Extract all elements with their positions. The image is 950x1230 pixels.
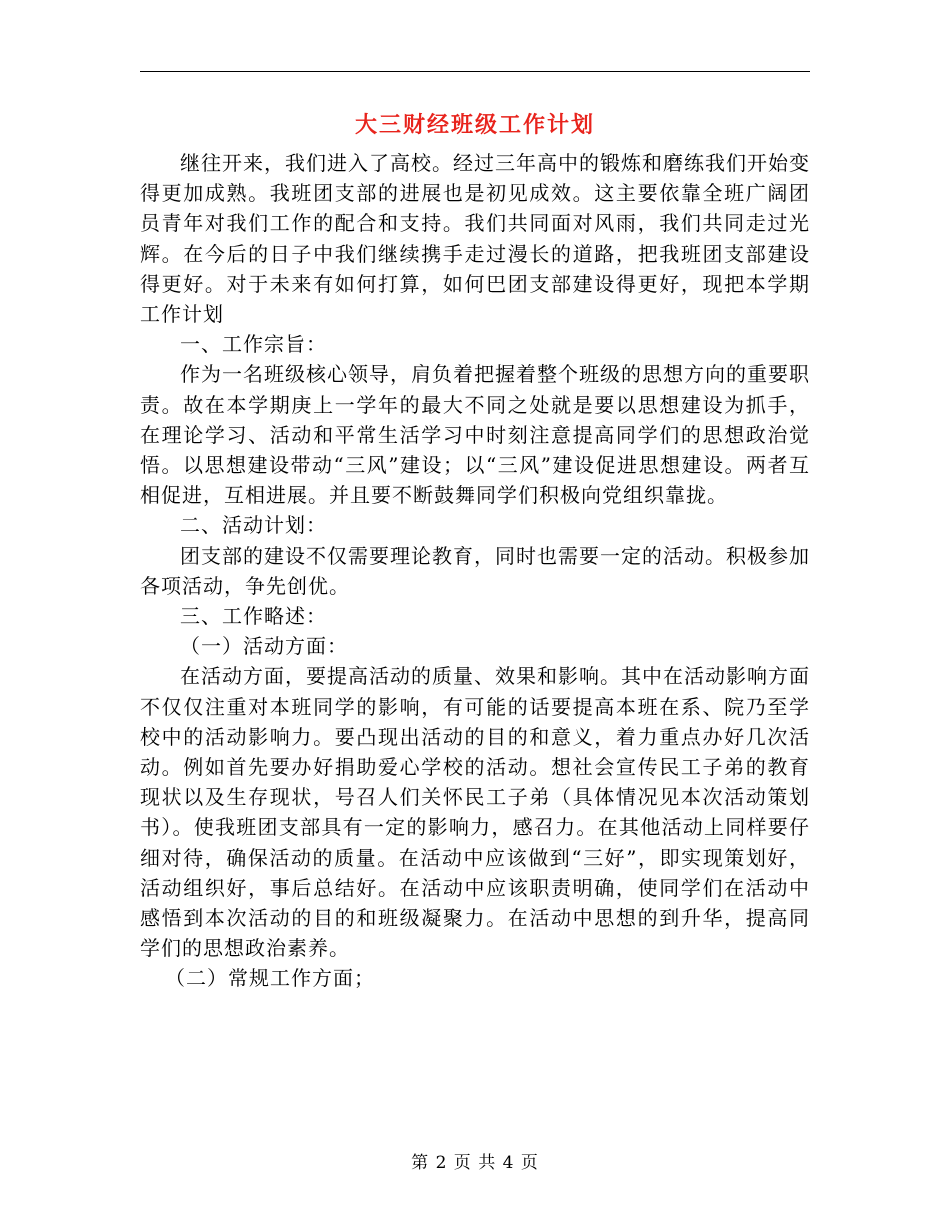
- footer-total-pages: 4: [502, 1153, 515, 1173]
- page-title: 大三财经班级工作计划: [354, 112, 595, 138]
- activities-paragraph: 在活动方面，要提高活动的质量、效果和影响。其中在活动影响方面不仅仅注重对本班同学的影响，有可能的话要提高本班在系、院乃至学校中的活动影响力。要凸现出活动的目的和意义，着力重点办好几次活动。例如首先要办好捐助爱心学校的活动。想社会宣传民工子弟的教育现状以及生存现状，号召人们关怀民工子弟（具体情况见本次活动策划书）。使我班团支部具有一定的影响力，感召力。在其他活动上同样要仔细对待，确保活动的质量。在活动中应该做到“三好”，即实现策划好，活动组织好，事后总结好。在活动中应该职责明确，使同学们在活动中感悟到本次活动的目的和班级凝聚力。在活动中思想的到升华，提高同学们的思想政治素养。: [140, 664, 810, 961]
- subsection-heading-routine-work: （二）常规工作方面；: [165, 966, 375, 991]
- section-heading-purpose: 一、工作宗旨：: [180, 332, 327, 357]
- footer-current-page: 2: [435, 1153, 448, 1173]
- purpose-paragraph: 作为一名班级核心领导，肩负着把握着整个班级的思想方向的重要职责。故在本学期庚上一学年的最大不同之处就是要以思想建设为抓手，在理论学习、活动和平常生活学习中时刻注意提高同学们的思想政治觉悟。以思想建设带动“三风”建设；以“三风”建设促进思想建设。两者互相促进，互相进展。并且要不断鼓舞同学们积极向党组织靠拢。: [140, 362, 810, 508]
- section-heading-activity-plan: 二、活动计划：: [180, 513, 327, 538]
- page-footer: [0, 1152, 950, 1174]
- subsection-heading-activities: （一）活动方面：: [180, 634, 348, 659]
- footer-middle: 页 共: [453, 1153, 497, 1173]
- activity-plan-paragraph: 团支部的建设不仅需要理论教育，同时也需要一定的活动。积极参加各项活动，争先创优。: [140, 543, 810, 598]
- intro-paragraph: 继往开来，我们进入了高校。经过三年高中的锻炼和磨练我们开始变得更加成熟。我班团支部的进展也是初见成效。这主要依靠全班广阔团员青年对我们工作的配合和支持。我们共同面对风雨，我们共同走过光辉。在今后的日子中我们继续携手走过漫长的道路，把我班团支部建设得更好。对于未来有如何打算，如何巴团支部建设得更好，现把本学期工作计划: [140, 151, 810, 327]
- header-rule: [140, 71, 810, 72]
- section-heading-work-summary: 三、工作略述：: [180, 604, 327, 629]
- footer-prefix: 第: [411, 1153, 430, 1173]
- document-body: [140, 148, 810, 994]
- footer-suffix: 页: [520, 1153, 539, 1173]
